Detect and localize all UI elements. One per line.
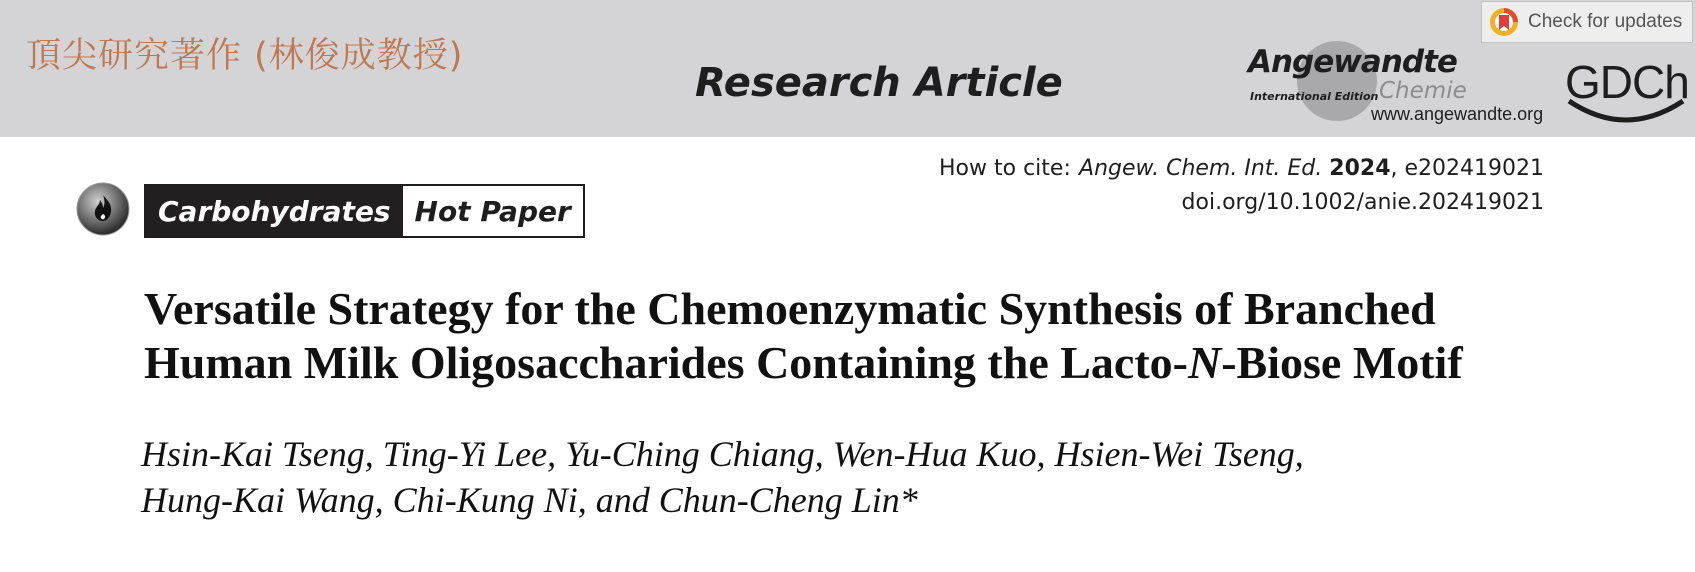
chinese-caption: 頂尖研究著作 (林俊成教授) — [26, 36, 464, 76]
journal-url[interactable]: www.angewandte.org — [1371, 104, 1544, 124]
check-for-updates-label: Check for updates — [1528, 11, 1683, 32]
gdch-logo — [1565, 55, 1687, 130]
topic-label: Carbohydrates — [146, 186, 403, 236]
journal-name: Angewandte — [1248, 44, 1457, 80]
authors-line2: Hung-Kai Wang, Chi-Kung Ni, and Chun-Cheng Lin* — [141, 480, 918, 520]
article-title-italic-n: N — [1187, 337, 1222, 388]
flame-icon — [76, 182, 130, 236]
check-for-updates-button[interactable] — [1481, 1, 1693, 43]
article-title-line2-part1: Human Milk Oligosaccharides Containing the Lacto- — [144, 337, 1188, 388]
citation-article-id: , e202419021 — [1390, 156, 1544, 181]
topic-tag — [144, 184, 585, 238]
society-name: GDCh — [1565, 56, 1689, 108]
how-to-cite-label: How to cite: — [939, 156, 1071, 181]
bookmark-icon — [1488, 6, 1520, 38]
citation-line — [1079, 156, 1544, 181]
section-title: Research Article — [695, 60, 1063, 106]
citation-year: 2024 — [1329, 156, 1391, 181]
citation-journal: Angew. Chem. Int. Ed. — [1079, 156, 1323, 181]
doi-link[interactable]: doi.org/10.1002/anie.202419021 — [1181, 190, 1544, 215]
gdch-swoosh-icon — [1567, 99, 1685, 129]
article-title-line2 — [144, 336, 1463, 390]
author-list — [141, 431, 1304, 523]
article-title-line1: Versatile Strategy for the Chemoenzymatic Synthesis of Branched — [144, 283, 1436, 334]
authors-line1: Hsin-Kai Tseng, Ting-Yi Lee, Yu-Ching Chiang, Wen-Hua Kuo, Hsien-Wei Tseng, — [141, 434, 1304, 474]
hot-paper-label: Hot Paper — [403, 186, 583, 236]
article-title — [144, 282, 1463, 390]
article-title-line2-part2: -Biose Motif — [1221, 337, 1463, 388]
journal-subname: Chemie — [1379, 78, 1467, 104]
journal-edition: International Edition — [1250, 90, 1379, 103]
